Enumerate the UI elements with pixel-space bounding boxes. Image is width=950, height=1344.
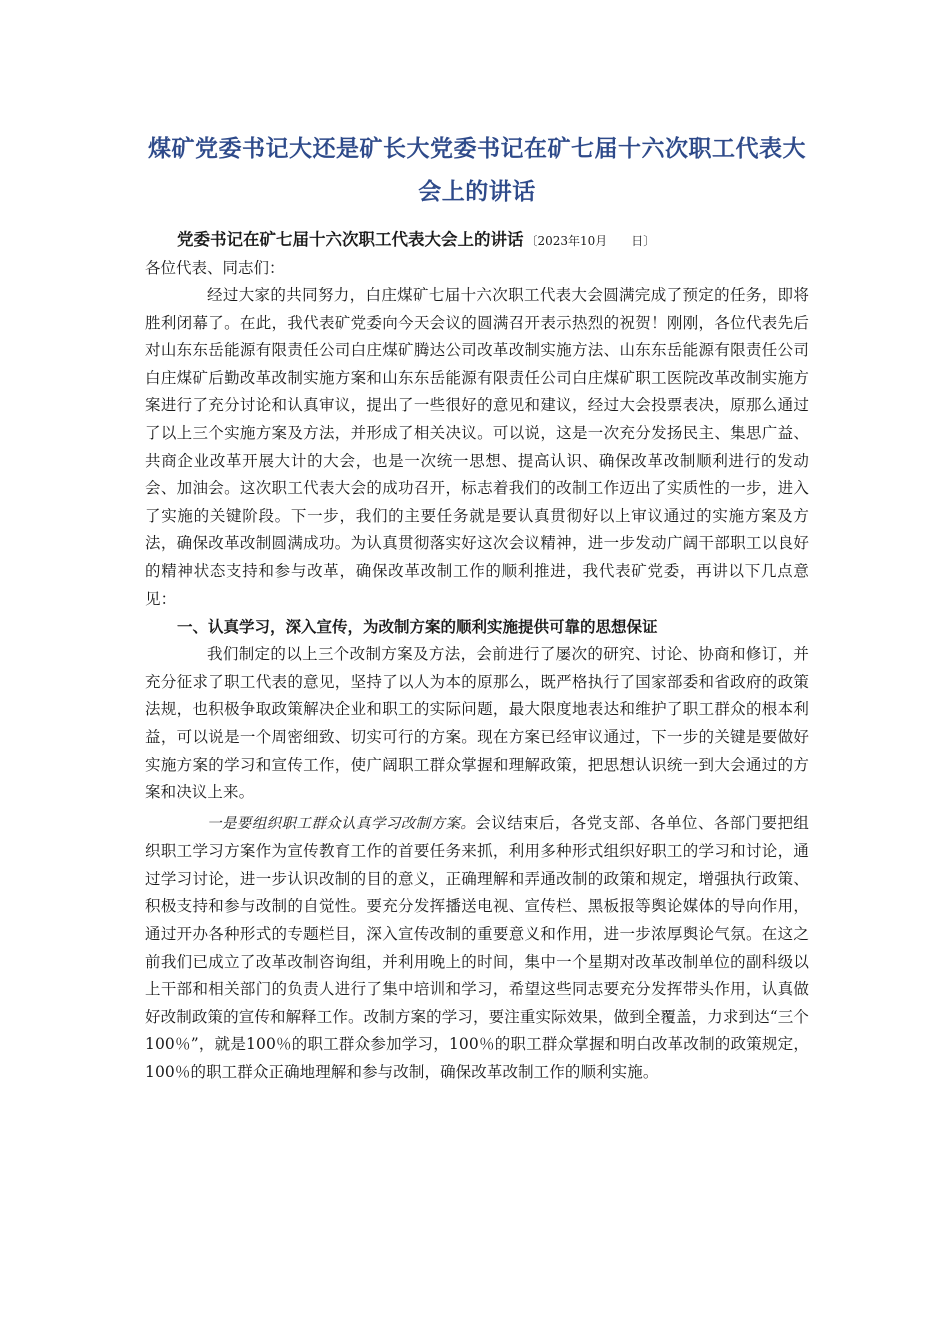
section-1-heading: 一、认真学习，深入宣传，为改制方案的顺利实施提供可靠的思想保证	[177, 618, 658, 637]
document-page	[145, 128, 809, 1087]
section-1-point-1	[145, 810, 809, 1087]
document-title: 煤矿党委书记大还是矿长大党委书记在矿七届十六次职工代表大会上的讲话	[148, 136, 806, 205]
point-1-lead: 一是要组织职工群众认真学习改制方案。	[207, 815, 476, 832]
subtitle-text: 党委书记在矿七届十六次职工代表大会上的讲话	[177, 230, 524, 249]
section-1-paragraph: 我们制定的以上三个改制方案及方法，会前进行了屡次的研究、讨论、协商和修订，并充分征求了职工代表的意见，坚持了以人为本的原那么，既严格执行了国家部委和省政府的政策法规，也积极争取政策解决企业和职工的实际问题，最大限度地表达和维护了职工群众的根本利益，可以说是一个周密细致、切实可行的方案。现在方案已经审议通过，下一步的关键是要做好实施方案的学习和宣传工作，使广阔职工群众掌握和理解政策，把思想认识统一到大会通过的方案和决议上来。	[145, 645, 809, 802]
subtitle-date: 〔2023年10月 日〕	[525, 234, 656, 248]
point-1-body: 会议结束后，各党支部、各单位、各部门要把组织职工学习方案作为宣传教育工作的首要任务来抓，利用多种形式组织好职工的学习和讨论，通过学习讨论，进一步认识改制的目的意义，正确理解和弄通改制的政策和规定，增强执行政策、积极支持和参与改制的自觉性。要充分发挥播送电视、宣传栏、黑板报等舆论媒体的导向作用，通过开办各种形式的专题栏目，深入宣传改制的重要意义和作用，进一步浓厚舆论气氛。在这之前我们已成立了改革改制咨询组，并利用晚上的时间，集中一个星期对改革改制单位的副科级以上干部和相关部门的负责人进行了集中培训和学习，希望这些同志要充分发挥带头作用，认真做好改制政策的宣传和解释工作。改制方案的学习，要注重实际效果，做到全覆盖，力求到达“三个100％”，就是100％的职工群众参加学习，100％的职工群众掌握和明白改革改制的政策规定，100％的职工群众正确地理解和参与改制，确保改革改制工作的顺利实施。	[145, 813, 809, 1082]
speech-subtitle	[145, 226, 809, 255]
salutation: 各位代表、同志们：	[145, 259, 285, 277]
intro-paragraph: 经过大家的共同努力，白庄煤矿七届十六次职工代表大会圆满完成了预定的任务，即将胜利闭幕了。在此，我代表矿党委向今天会议的圆满召开表示热烈的祝贺！刚刚，各位代表先后对山东东岳能源有限责任公司白庄煤矿腾达公司改革改制实施方法、山东东岳能源有限责任公司白庄煤矿后勤改革改制实施方案和山东东岳能源有限责任公司白庄煤矿职工医院改革改制实施方案进行了充分讨论和认真审议，提出了一些很好的意见和建议，经过大会投票表决，原那么通过了以上三个实施方案及方法，并形成了相关决议。可以说，这是一次充分发扬民主、集思广益、共商企业改革开展大计的大会，也是一次统一思想、提高认识、确保改革改制顺利进行的发动会、加油会。这次职工代表大会的成功召开，标志着我们的改制工作迈出了实质性的一步，进入了实施的关键阶段。下一步，我们的主要任务就是要认真贯彻好以上审议通过的实施方案及方法，确保改革改制圆满成功。为认真贯彻落实好这次会议精神，进一步发动广阔干部职工以良好的精神状态支持和参与改革，确保改革改制工作的顺利推进，我代表矿党委，再讲以下几点意见：	[145, 286, 809, 608]
